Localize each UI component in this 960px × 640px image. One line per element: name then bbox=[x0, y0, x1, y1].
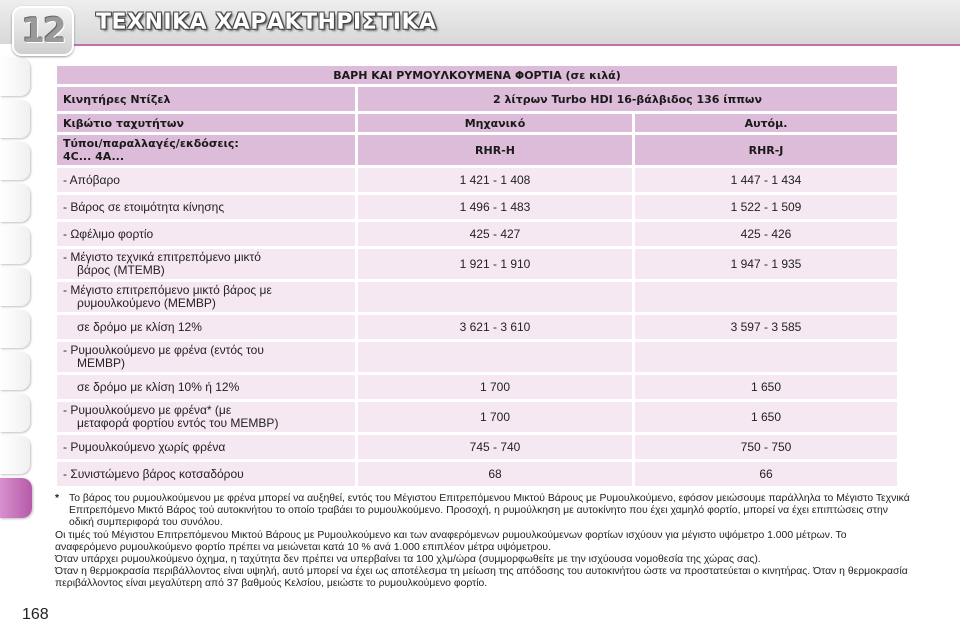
row-label-line2: μεταφορά φορτίου εντός του MEMBP) bbox=[77, 416, 279, 430]
table-row bbox=[57, 195, 897, 219]
row-label bbox=[57, 342, 355, 372]
side-tab[interactable] bbox=[0, 352, 30, 390]
row-value-auto bbox=[635, 342, 897, 372]
row-label bbox=[57, 375, 355, 399]
types-label-line1: Τύποι/παραλλαγές/εκδόσεις: bbox=[63, 137, 239, 150]
note-paragraph: Όταν η θερμοκρασία περιβάλλοντος είναι υψηλή, αυτό μπορεί να έχει ως αποτέλεσμα τη μείωση της απόδοσης του αυτοκινήτου ώστε να προστατεύεται ο κινητήρας. Όταν η θερμοκρασία περιβάλλοντος είναι μεγαλύτερη από 37 βαθμούς Κελσίου, μειώστε το ρυμουλκούμενο φορτίο. bbox=[55, 566, 908, 590]
engine-value: 2 λίτρων Turbo HDI 16-βάλβιδος 136 ίππων bbox=[358, 87, 897, 111]
row-value-manual: 745 - 740 bbox=[358, 435, 632, 459]
table-row bbox=[57, 249, 897, 279]
table-row bbox=[57, 402, 897, 432]
header-underline bbox=[60, 44, 960, 46]
types-label bbox=[57, 135, 355, 165]
table-row bbox=[57, 435, 897, 459]
page-number: 168 bbox=[22, 606, 49, 623]
table-title-row bbox=[57, 66, 897, 84]
note-paragraph: Οι τιμές τού Μέγιστου Επιτρεπόμενου Μικτού Βάρους με Ρυμουλκούμενο και των αναφερόμενων ρυμουλκούμενων φορτίων ισχύουν για μέγιστο υψόμετρο 1.000 μέτρων. Το αναφερόμενο ρυμουλκούμενο φορτίο πρέπει να μειώνεται κατά 10 % ανά 1.000 επιπλέον μέτρα υψόμετρου. bbox=[55, 529, 847, 553]
row-value-auto: 750 - 750 bbox=[635, 435, 897, 459]
row-value-manual: 68 bbox=[358, 462, 632, 486]
row-label: - Βάρος σε ετοιμότητα κίνησης bbox=[57, 195, 355, 219]
side-tab[interactable] bbox=[0, 58, 30, 96]
row-label: - Απόβαρο bbox=[57, 168, 355, 192]
footnote bbox=[55, 493, 911, 530]
type-manual: RHR-H bbox=[358, 135, 632, 165]
row-label-line1: - Ρυμουλκούμενο με φρένα* (με bbox=[63, 403, 232, 417]
chapter-title: ΤΕΧΝΙΚΑ ΧΑΡΑΚΤΗΡΙΣΤΙΚΑ bbox=[96, 10, 437, 35]
row-value-auto: 3 597 - 3 585 bbox=[635, 315, 897, 339]
row-label bbox=[57, 402, 355, 432]
row-label bbox=[57, 315, 355, 339]
table-row bbox=[57, 282, 897, 312]
row-label-sub: σε δρόμο με κλίση 12% bbox=[77, 319, 202, 334]
types-label-line2: 4C... 4A... bbox=[63, 150, 124, 163]
row-label: - Ωφέλιμο φορτίο bbox=[57, 222, 355, 246]
notes-section bbox=[55, 493, 911, 591]
types-row bbox=[57, 135, 897, 165]
table-row bbox=[57, 462, 897, 486]
row-value-auto: 1 947 - 1 935 bbox=[635, 249, 897, 279]
row-value-auto: 1 522 - 1 509 bbox=[635, 195, 897, 219]
gearbox-row bbox=[57, 114, 897, 132]
footnote-star: * bbox=[55, 493, 60, 504]
chapter-header bbox=[0, 0, 960, 52]
table-row bbox=[57, 222, 897, 246]
row-value-auto: 66 bbox=[635, 462, 897, 486]
note-paragraph: Όταν υπάρχει ρυμουλκούμενο όχημα, η ταχύτητα δεν πρέπει να υπερβαίνει τα 100 χλμ/ώρα (συμμορφωθείτε με την ισχύουσα νομοθεσία της χώρας σας). bbox=[55, 554, 761, 566]
chapter-number-badge: 12 bbox=[12, 6, 74, 56]
row-label bbox=[57, 282, 355, 312]
side-tab[interactable] bbox=[0, 310, 30, 348]
row-label-line1: - Μέγιστο τεχνικά επιτρεπόμενο μικτό bbox=[63, 250, 261, 264]
row-value-manual bbox=[358, 342, 632, 372]
row-value-manual: 1 496 - 1 483 bbox=[358, 195, 632, 219]
row-value-manual bbox=[358, 282, 632, 312]
side-tab[interactable] bbox=[0, 142, 30, 180]
side-tab[interactable] bbox=[0, 268, 30, 306]
row-value-manual: 3 621 - 3 610 bbox=[358, 315, 632, 339]
row-value-auto bbox=[635, 282, 897, 312]
gearbox-label: Κιβώτιο ταχυτήτων bbox=[57, 114, 355, 132]
row-value-auto: 1 650 bbox=[635, 402, 897, 432]
side-tab-active[interactable] bbox=[0, 478, 32, 518]
table-row bbox=[57, 342, 897, 372]
table-row bbox=[57, 315, 897, 339]
row-value-auto: 425 - 426 bbox=[635, 222, 897, 246]
row-label-line2: βάρος (MTEMB) bbox=[77, 263, 165, 277]
row-label-sub: σε δρόμο με κλίση 10% ή 12% bbox=[77, 379, 240, 394]
row-value-auto: 1 447 - 1 434 bbox=[635, 168, 897, 192]
side-tab[interactable] bbox=[0, 184, 30, 222]
side-tab[interactable] bbox=[0, 394, 30, 432]
weights-table bbox=[54, 63, 900, 489]
row-value-manual: 1 700 bbox=[358, 402, 632, 432]
chapter-side-tabs bbox=[0, 58, 38, 522]
row-label-line1: - Μέγιστο επιτρεπόμενο μικτό βάρος με bbox=[63, 283, 272, 297]
row-value-manual: 1 700 bbox=[358, 375, 632, 399]
row-label: - Ρυμουλκούμενο χωρίς φρένα bbox=[57, 435, 355, 459]
table-row bbox=[57, 375, 897, 399]
row-label bbox=[57, 249, 355, 279]
engine-label: Κινητήρες Ντίζελ bbox=[57, 87, 355, 111]
row-label: - Συνιστώμενο βάρος κοτσαδόρου bbox=[57, 462, 355, 486]
row-value-manual: 425 - 427 bbox=[358, 222, 632, 246]
gearbox-manual: Μηχανικό bbox=[358, 114, 632, 132]
type-auto: RHR-J bbox=[635, 135, 897, 165]
side-tab[interactable] bbox=[0, 100, 30, 138]
table-row bbox=[57, 168, 897, 192]
row-label-line1: - Ρυμουλκούμενο με φρένα (εντός του bbox=[63, 343, 264, 357]
row-label-line2: ρυμουλκούμενο (MEMBP) bbox=[77, 296, 216, 310]
row-value-manual: 1 421 - 1 408 bbox=[358, 168, 632, 192]
table-title: ΒΑΡΗ ΚΑΙ ΡΥΜΟΥΛΚΟΥΜΕΝΑ ΦΟΡΤΙΑ (σε κιλά) bbox=[57, 66, 897, 84]
side-tab[interactable] bbox=[0, 226, 30, 264]
row-label-line2: MEMBP) bbox=[77, 356, 125, 370]
side-tab[interactable] bbox=[0, 436, 30, 474]
row-value-manual: 1 921 - 1 910 bbox=[358, 249, 632, 279]
gearbox-auto: Αυτόμ. bbox=[635, 114, 897, 132]
footnote-text: Το βάρος του ρυμουλκούμενου με φρένα μπορεί να αυξηθεί, εντός του Μέγιστου Επιτρεπόμενου Μικτού Βάρους με Ρυμουλκούμενο, εφόσον μειώσουμε παράλληλα το Μέγιστο Τεχνικά Επιτρεπόμενο Μικτό Βάρος τού αυτοκινήτου το οποίο τραβάει το ρυμουλκούμενο. Προσοχή, η ρυμούλκηση με αυτοκίνητο που έχει χαμηλό φορτίο, μπορεί να έχει επιπτώσεις στην οδική συμπεριφορά του συνόλου. bbox=[69, 493, 910, 529]
row-value-auto: 1 650 bbox=[635, 375, 897, 399]
engine-row bbox=[57, 87, 897, 111]
